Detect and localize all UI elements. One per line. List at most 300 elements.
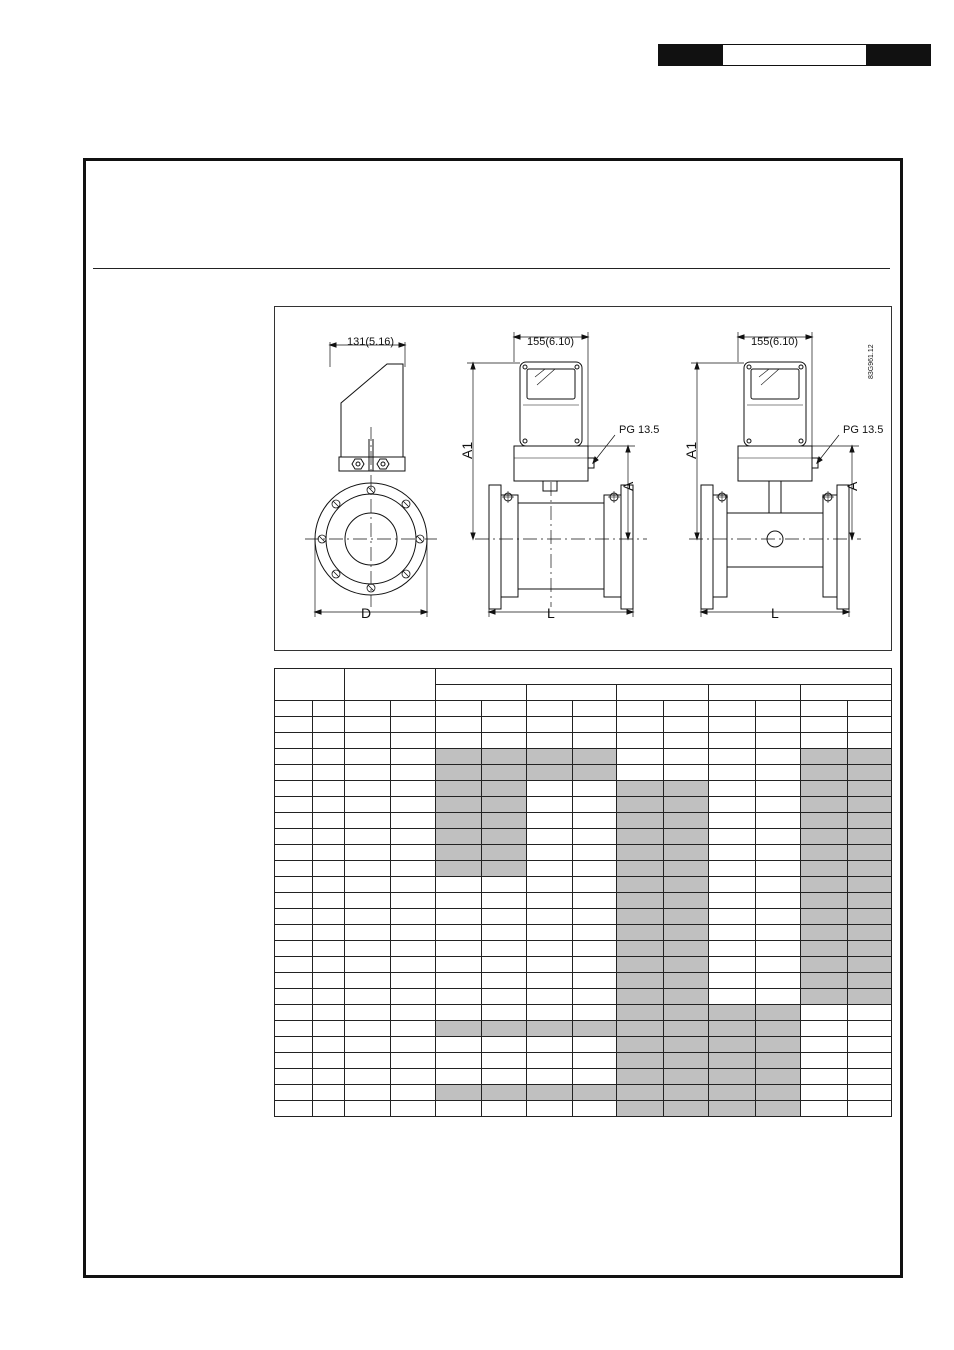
table-cell xyxy=(617,925,664,941)
table-header-cell xyxy=(709,685,801,701)
table-cell xyxy=(527,781,573,797)
table-cell xyxy=(801,941,848,957)
table-row xyxy=(275,877,892,893)
table-cell xyxy=(275,813,313,829)
table-row xyxy=(275,829,892,845)
table-cell xyxy=(482,829,527,845)
side-view-2-connector-label: PG 13.5 xyxy=(843,424,884,436)
table-cell xyxy=(313,797,345,813)
table-cell xyxy=(709,893,756,909)
table-cell xyxy=(527,957,573,973)
table-cell xyxy=(664,813,709,829)
table-cell xyxy=(436,1101,482,1117)
table-cell xyxy=(756,829,801,845)
table-cell xyxy=(664,909,709,925)
table-cell xyxy=(482,813,527,829)
table-cell xyxy=(527,989,573,1005)
table-cell xyxy=(313,1101,345,1117)
table-cell xyxy=(482,989,527,1005)
table-cell xyxy=(482,941,527,957)
table-cell xyxy=(436,1053,482,1069)
table-cell xyxy=(848,813,892,829)
table-cell xyxy=(664,1005,709,1021)
table-cell xyxy=(709,829,756,845)
table-cell xyxy=(709,861,756,877)
side-view-2-label-a: A xyxy=(844,481,860,491)
table-cell xyxy=(345,861,391,877)
table-cell xyxy=(709,797,756,813)
table-cell xyxy=(664,1021,709,1037)
table-cell xyxy=(801,749,848,765)
table-cell xyxy=(527,861,573,877)
table-cell xyxy=(664,957,709,973)
table-cell xyxy=(664,701,709,717)
table-cell xyxy=(527,1101,573,1117)
table-cell xyxy=(345,701,391,717)
table-row xyxy=(275,717,892,733)
table-cell xyxy=(801,1021,848,1037)
table-cell xyxy=(391,877,436,893)
table-cell xyxy=(482,717,527,733)
drawing-reference-code: 83G961.12 xyxy=(868,344,875,379)
table-cell xyxy=(848,973,892,989)
table-cell xyxy=(709,845,756,861)
table-cell xyxy=(527,893,573,909)
table-cell xyxy=(573,1037,617,1053)
dimensions-table xyxy=(274,668,892,1117)
table-cell xyxy=(573,1021,617,1037)
table-cell xyxy=(527,925,573,941)
side-view-1-label-a: A xyxy=(620,481,636,491)
table-cell xyxy=(709,781,756,797)
end-view-top-dimension: 131(5.16) xyxy=(347,336,395,348)
table-cell xyxy=(275,1053,313,1069)
table-cell xyxy=(391,701,436,717)
table-cell xyxy=(275,989,313,1005)
table-cell xyxy=(617,1101,664,1117)
table-cell xyxy=(391,749,436,765)
table-cell xyxy=(482,957,527,973)
table-cell xyxy=(709,733,756,749)
table-cell xyxy=(709,813,756,829)
end-view-label-d: D xyxy=(361,605,372,621)
table-cell xyxy=(482,1037,527,1053)
table-cell xyxy=(801,701,848,717)
table-cell xyxy=(345,1037,391,1053)
table-cell xyxy=(617,893,664,909)
table-cell xyxy=(801,1069,848,1085)
table-row xyxy=(275,1021,892,1037)
table-cell xyxy=(313,989,345,1005)
table-cell xyxy=(709,941,756,957)
table-cell xyxy=(436,781,482,797)
table-cell xyxy=(756,1037,801,1053)
table-cell xyxy=(482,861,527,877)
table-cell xyxy=(391,1101,436,1117)
table-row xyxy=(275,749,892,765)
table-cell xyxy=(313,1037,345,1053)
table-cell xyxy=(482,877,527,893)
table-cell xyxy=(617,749,664,765)
table-cell xyxy=(527,765,573,781)
table-row xyxy=(275,1037,892,1053)
table-cell xyxy=(848,749,892,765)
table-cell xyxy=(436,749,482,765)
table-cell xyxy=(391,845,436,861)
table-cell xyxy=(436,909,482,925)
table-cell xyxy=(801,925,848,941)
table-cell xyxy=(345,877,391,893)
table-cell xyxy=(573,861,617,877)
table-cell xyxy=(527,909,573,925)
table-cell xyxy=(527,877,573,893)
table-cell xyxy=(617,717,664,733)
table-cell xyxy=(313,701,345,717)
table-cell xyxy=(436,1085,482,1101)
table-cell xyxy=(617,733,664,749)
table-cell xyxy=(436,733,482,749)
table-row xyxy=(275,1101,892,1117)
table-cell xyxy=(436,1021,482,1037)
table-cell xyxy=(345,845,391,861)
table-cell xyxy=(664,925,709,941)
table-cell xyxy=(801,813,848,829)
table-cell xyxy=(664,1101,709,1117)
table-cell xyxy=(573,845,617,861)
table-row xyxy=(275,861,892,877)
table-cell xyxy=(275,1005,313,1021)
table-cell xyxy=(275,909,313,925)
table-cell xyxy=(436,941,482,957)
table-cell xyxy=(313,909,345,925)
table-cell xyxy=(664,845,709,861)
table-cell xyxy=(617,1037,664,1053)
table-cell xyxy=(275,861,313,877)
header-tab-right xyxy=(867,44,931,66)
table-cell xyxy=(391,909,436,925)
table-cell xyxy=(617,1053,664,1069)
table-cell xyxy=(527,717,573,733)
table-cell xyxy=(848,781,892,797)
table-cell xyxy=(275,1085,313,1101)
side-view-1-top-dimension: 155(6.10) xyxy=(527,336,575,348)
table-cell xyxy=(345,957,391,973)
table-cell xyxy=(436,845,482,861)
table-cell xyxy=(617,701,664,717)
table-cell xyxy=(664,941,709,957)
table-cell xyxy=(617,909,664,925)
side-view-2-label-a1: A1 xyxy=(683,441,699,459)
table-cell xyxy=(848,765,892,781)
table-cell xyxy=(664,861,709,877)
table-cell xyxy=(756,845,801,861)
table-cell xyxy=(801,1101,848,1117)
table-cell xyxy=(709,717,756,733)
table-cell xyxy=(313,941,345,957)
table-cell xyxy=(313,845,345,861)
table-header-cell xyxy=(801,685,892,701)
table-row xyxy=(275,797,892,813)
table-cell xyxy=(275,925,313,941)
table-cell xyxy=(617,877,664,893)
table-cell xyxy=(345,1085,391,1101)
table-cell xyxy=(848,1021,892,1037)
table-row xyxy=(275,1069,892,1085)
table-cell xyxy=(848,829,892,845)
table-cell xyxy=(391,797,436,813)
table-cell xyxy=(756,733,801,749)
table-cell xyxy=(709,909,756,925)
table-cell xyxy=(801,765,848,781)
table-row xyxy=(275,733,892,749)
table-row xyxy=(275,813,892,829)
table-cell xyxy=(801,845,848,861)
table-cell xyxy=(756,925,801,941)
table-row xyxy=(275,781,892,797)
table-cell xyxy=(617,957,664,973)
table-cell xyxy=(709,1101,756,1117)
table-cell xyxy=(617,1021,664,1037)
table-cell xyxy=(848,717,892,733)
table-row xyxy=(275,941,892,957)
table-cell xyxy=(756,893,801,909)
table-cell xyxy=(313,813,345,829)
table-cell xyxy=(573,1069,617,1085)
table-cell xyxy=(573,781,617,797)
table-cell xyxy=(345,749,391,765)
table-row xyxy=(275,973,892,989)
side-view-1-drawing xyxy=(467,332,647,617)
table-cell xyxy=(848,1053,892,1069)
table-cell xyxy=(436,893,482,909)
table-cell xyxy=(617,941,664,957)
table-cell xyxy=(573,973,617,989)
table-cell xyxy=(617,973,664,989)
side-view-2-label-l: L xyxy=(771,605,779,621)
table-cell xyxy=(801,861,848,877)
table-cell xyxy=(617,989,664,1005)
table-cell xyxy=(617,1069,664,1085)
table-cell xyxy=(436,1037,482,1053)
table-cell xyxy=(573,1053,617,1069)
table-cell xyxy=(573,813,617,829)
table-cell xyxy=(664,829,709,845)
table-cell xyxy=(573,1005,617,1021)
table-cell xyxy=(709,765,756,781)
table-cell xyxy=(756,813,801,829)
table-cell xyxy=(391,1005,436,1021)
table-cell xyxy=(482,909,527,925)
table-cell xyxy=(848,1005,892,1021)
table-cell xyxy=(756,717,801,733)
table-row xyxy=(275,925,892,941)
table-header-cell xyxy=(345,669,436,701)
table-cell xyxy=(391,957,436,973)
table-cell xyxy=(345,717,391,733)
table-cell xyxy=(801,957,848,973)
table-row xyxy=(275,909,892,925)
table-cell xyxy=(527,829,573,845)
table-cell xyxy=(801,909,848,925)
table-cell xyxy=(275,717,313,733)
table-cell xyxy=(436,925,482,941)
table-cell xyxy=(573,733,617,749)
table-cell xyxy=(573,717,617,733)
table-cell xyxy=(391,893,436,909)
table-header-cell xyxy=(436,669,892,685)
table-cell xyxy=(756,781,801,797)
table-cell xyxy=(482,1069,527,1085)
table-cell xyxy=(756,1085,801,1101)
table-cell xyxy=(617,861,664,877)
table-cell xyxy=(664,1037,709,1053)
table-cell xyxy=(482,701,527,717)
table-cell xyxy=(391,829,436,845)
table-cell xyxy=(664,893,709,909)
table-cell xyxy=(709,1069,756,1085)
table-cell xyxy=(527,973,573,989)
table-cell xyxy=(482,845,527,861)
header-tab-left xyxy=(658,44,722,66)
table-cell xyxy=(801,1085,848,1101)
table-cell xyxy=(345,1101,391,1117)
table-cell xyxy=(664,717,709,733)
table-cell xyxy=(709,1005,756,1021)
table-cell xyxy=(527,941,573,957)
table-cell xyxy=(313,925,345,941)
table-cell xyxy=(801,877,848,893)
table-cell xyxy=(848,909,892,925)
table-cell xyxy=(801,1053,848,1069)
table-cell xyxy=(482,973,527,989)
table-row xyxy=(275,1053,892,1069)
table-cell xyxy=(801,1037,848,1053)
table-cell xyxy=(801,989,848,1005)
table-cell xyxy=(848,1037,892,1053)
table-cell xyxy=(709,973,756,989)
table-cell xyxy=(345,765,391,781)
table-cell xyxy=(275,781,313,797)
table-cell xyxy=(848,925,892,941)
table-cell xyxy=(756,1005,801,1021)
table-cell xyxy=(436,1005,482,1021)
table-cell xyxy=(345,925,391,941)
table-cell xyxy=(709,957,756,973)
table-row xyxy=(275,845,892,861)
table-cell xyxy=(436,765,482,781)
table-cell xyxy=(345,1053,391,1069)
table-cell xyxy=(573,893,617,909)
table-cell xyxy=(527,1037,573,1053)
table-cell xyxy=(527,1069,573,1085)
table-cell xyxy=(391,733,436,749)
table-cell xyxy=(801,829,848,845)
table-cell xyxy=(709,1037,756,1053)
table-cell xyxy=(345,941,391,957)
table-cell xyxy=(275,797,313,813)
table-cell xyxy=(573,941,617,957)
table-cell xyxy=(709,989,756,1005)
side-view-1-label-a1: A1 xyxy=(459,441,475,459)
table-cell xyxy=(436,989,482,1005)
table-cell xyxy=(527,749,573,765)
table-cell xyxy=(391,1021,436,1037)
table-cell xyxy=(709,877,756,893)
table-row xyxy=(275,1085,892,1101)
table-cell xyxy=(482,781,527,797)
side-view-1-label-l: L xyxy=(547,605,555,621)
table-cell xyxy=(482,925,527,941)
table-cell xyxy=(436,829,482,845)
section-divider xyxy=(93,268,890,269)
table-cell xyxy=(345,989,391,1005)
table-cell xyxy=(275,877,313,893)
table-row xyxy=(275,1005,892,1021)
table-cell xyxy=(391,1037,436,1053)
table-cell xyxy=(664,781,709,797)
table-cell xyxy=(436,861,482,877)
table-cell xyxy=(573,829,617,845)
table-cell xyxy=(664,877,709,893)
table-cell xyxy=(527,1021,573,1037)
table-cell xyxy=(848,845,892,861)
table-cell xyxy=(313,957,345,973)
table-cell xyxy=(573,957,617,973)
table-cell xyxy=(573,989,617,1005)
table-cell xyxy=(756,973,801,989)
table-header-row xyxy=(275,669,892,685)
table-cell xyxy=(617,1085,664,1101)
table-cell xyxy=(573,701,617,717)
table-cell xyxy=(313,1085,345,1101)
table-cell xyxy=(527,1085,573,1101)
table-cell xyxy=(345,813,391,829)
table-cell xyxy=(313,829,345,845)
table-cell xyxy=(275,941,313,957)
table-header-cell xyxy=(527,685,617,701)
end-view-drawing xyxy=(305,342,437,617)
table-cell xyxy=(313,1069,345,1085)
table-cell xyxy=(617,845,664,861)
table-cell xyxy=(848,797,892,813)
table-cell xyxy=(756,861,801,877)
table-cell xyxy=(275,893,313,909)
table-cell xyxy=(527,733,573,749)
table-cell xyxy=(275,765,313,781)
table-cell xyxy=(345,973,391,989)
table-cell xyxy=(527,845,573,861)
table-cell xyxy=(391,925,436,941)
table-cell xyxy=(617,829,664,845)
table-cell xyxy=(617,781,664,797)
table-cell xyxy=(482,749,527,765)
table-cell xyxy=(482,1101,527,1117)
table-cell xyxy=(345,829,391,845)
dimension-drawing xyxy=(274,306,892,651)
table-cell xyxy=(275,733,313,749)
table-cell xyxy=(756,909,801,925)
table-cell xyxy=(313,749,345,765)
table-cell xyxy=(756,1069,801,1085)
table-cell xyxy=(391,861,436,877)
table-cell xyxy=(573,797,617,813)
table-cell xyxy=(709,749,756,765)
table-cell xyxy=(527,1005,573,1021)
table-cell xyxy=(527,701,573,717)
table-cell xyxy=(848,1069,892,1085)
table-cell xyxy=(664,989,709,1005)
table-cell xyxy=(313,1005,345,1021)
